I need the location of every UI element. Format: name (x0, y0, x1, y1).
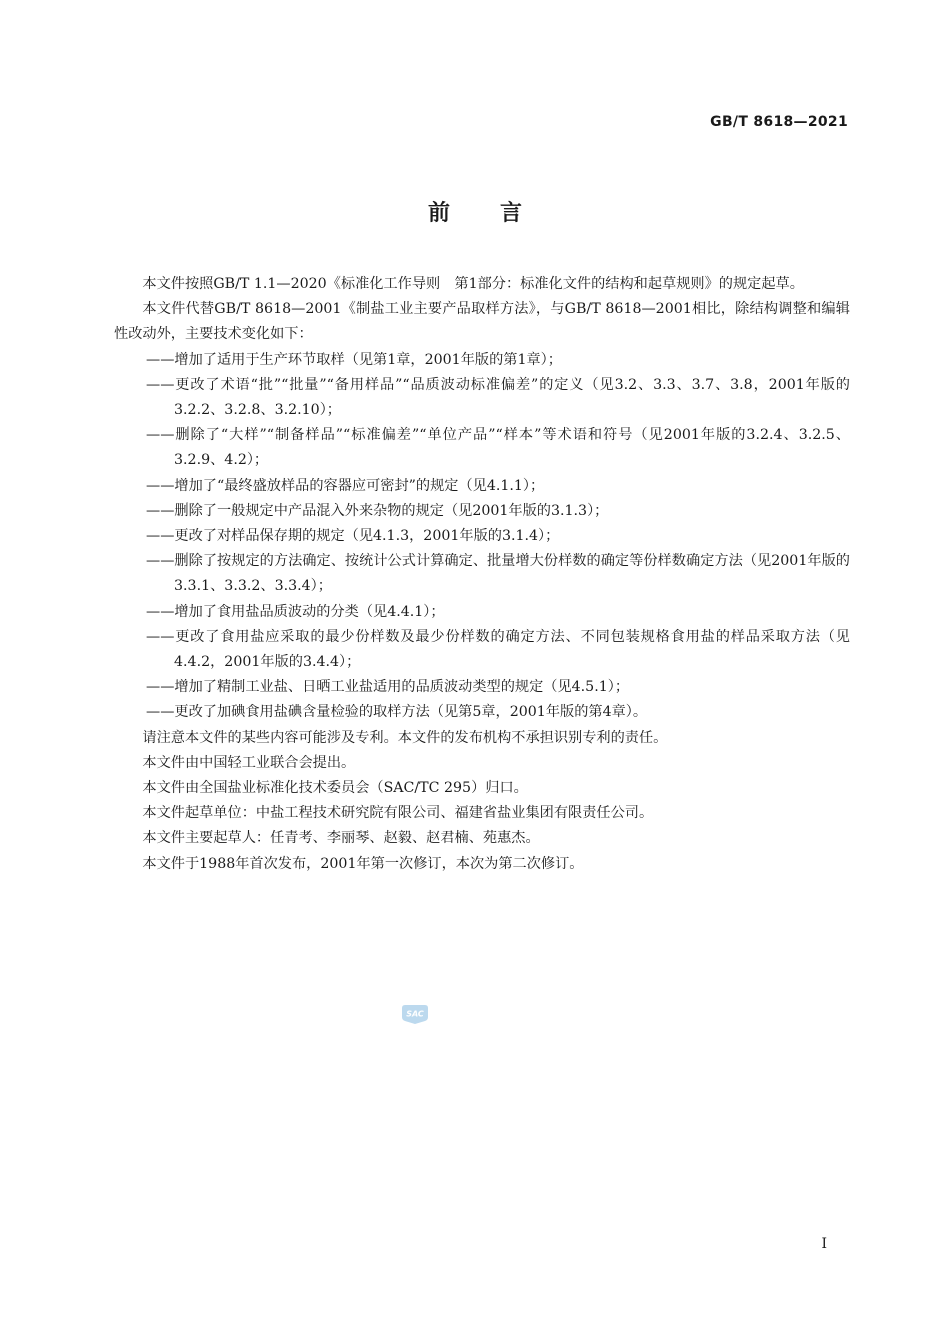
drafting-units: 本文件起草单位：中盐工程技术研究院有限公司、福建省盐业集团有限责任公司。 (142, 805, 654, 822)
page-number: I (821, 1236, 827, 1252)
list-item: ——删除了“大样”“制备样品”“标准偏差”“单位产品”“样本”等术语和符号（见2001年版的3.2.4、3.2.5、3.2.9、4.2）； (146, 427, 850, 469)
list-item: ——增加了食用盐品质波动的分类（见4.4.1）； (146, 603, 445, 620)
list-item: ——增加了适用于生产环节取样（见第1章，2001年版的第1章）； (146, 351, 562, 368)
list-item: ——增加了“最终盛放样品的容器应可密封”的规定（见4.1.1）； (146, 477, 545, 494)
standard-number: GB/T 8618—2021 (710, 114, 848, 130)
proposer-statement: 本文件由中国轻工业联合会提出。 (142, 754, 356, 771)
changes-list (114, 348, 850, 726)
document-body (114, 272, 850, 877)
page-title: 前言 (427, 201, 572, 226)
list-item: ——更改了加碘食用盐碘含量检验的取样方法（见第5章，2001年版的第4章）。 (146, 704, 648, 721)
list-item: ——更改了术语“批”“批量”“备用样品”“品质波动标准偏差”的定义（见3.2、3.3、3.7、3.8，2001年版的3.2.2、3.2.8、3.2.10）； (146, 376, 850, 419)
list-item: ——更改了食用盐应采取的最少份样数及最少份样数的确定方法、不同包装规格食用盐的样品采取方法（见4.4.2，2001年版的3.4.4）； (146, 628, 850, 671)
drafters: 本文件主要起草人：任青考、李丽琴、赵毅、赵君楠、苑惠杰。 (142, 830, 540, 847)
intro-paragraph: 本文件代替GB/T 8618—2001《制盐工业主要产品取样方法》，与GB/T 8618—2001相比，除结构调整和编辑性改动外，主要技术变化如下： (114, 301, 850, 343)
patent-notice: 请注意本文件的某些内容可能涉及专利。本文件的发布机构不承担识别专利的责任。 (142, 729, 668, 746)
committee-statement: 本文件由全国盐业标准化技术委员会（SAC/TC 295）归口。 (142, 780, 528, 797)
sac-logo-text: SAC (406, 1009, 424, 1019)
publication-history: 本文件于1988年首次发布，2001年第一次修订，本次为第二次修订。 (142, 855, 584, 872)
list-item: ——更改了对样品保存期的规定（见4.1.3，2001年版的3.1.4）； (146, 528, 560, 545)
list-item: ——增加了精制工业盐、日晒工业盐适用的品质波动类型的规定（见4.5.1）； (146, 679, 630, 696)
intro-paragraph: 本文件按照GB/T 1.1—2020《标准化工作导则 第1部分：标准化文件的结构和起草规则》的规定起草。 (142, 276, 804, 292)
list-item: ——删除了一般规定中产品混入外来杂物的规定（见2001年版的3.1.3）； (146, 502, 609, 519)
list-item: ——删除了按规定的方法确定、按统计公式计算确定、批量增大份样数的确定等份样数确定方法（见2001年版的3.3.1、3.3.2、3.3.4）； (146, 553, 850, 595)
sac-logo-icon (401, 1003, 429, 1025)
